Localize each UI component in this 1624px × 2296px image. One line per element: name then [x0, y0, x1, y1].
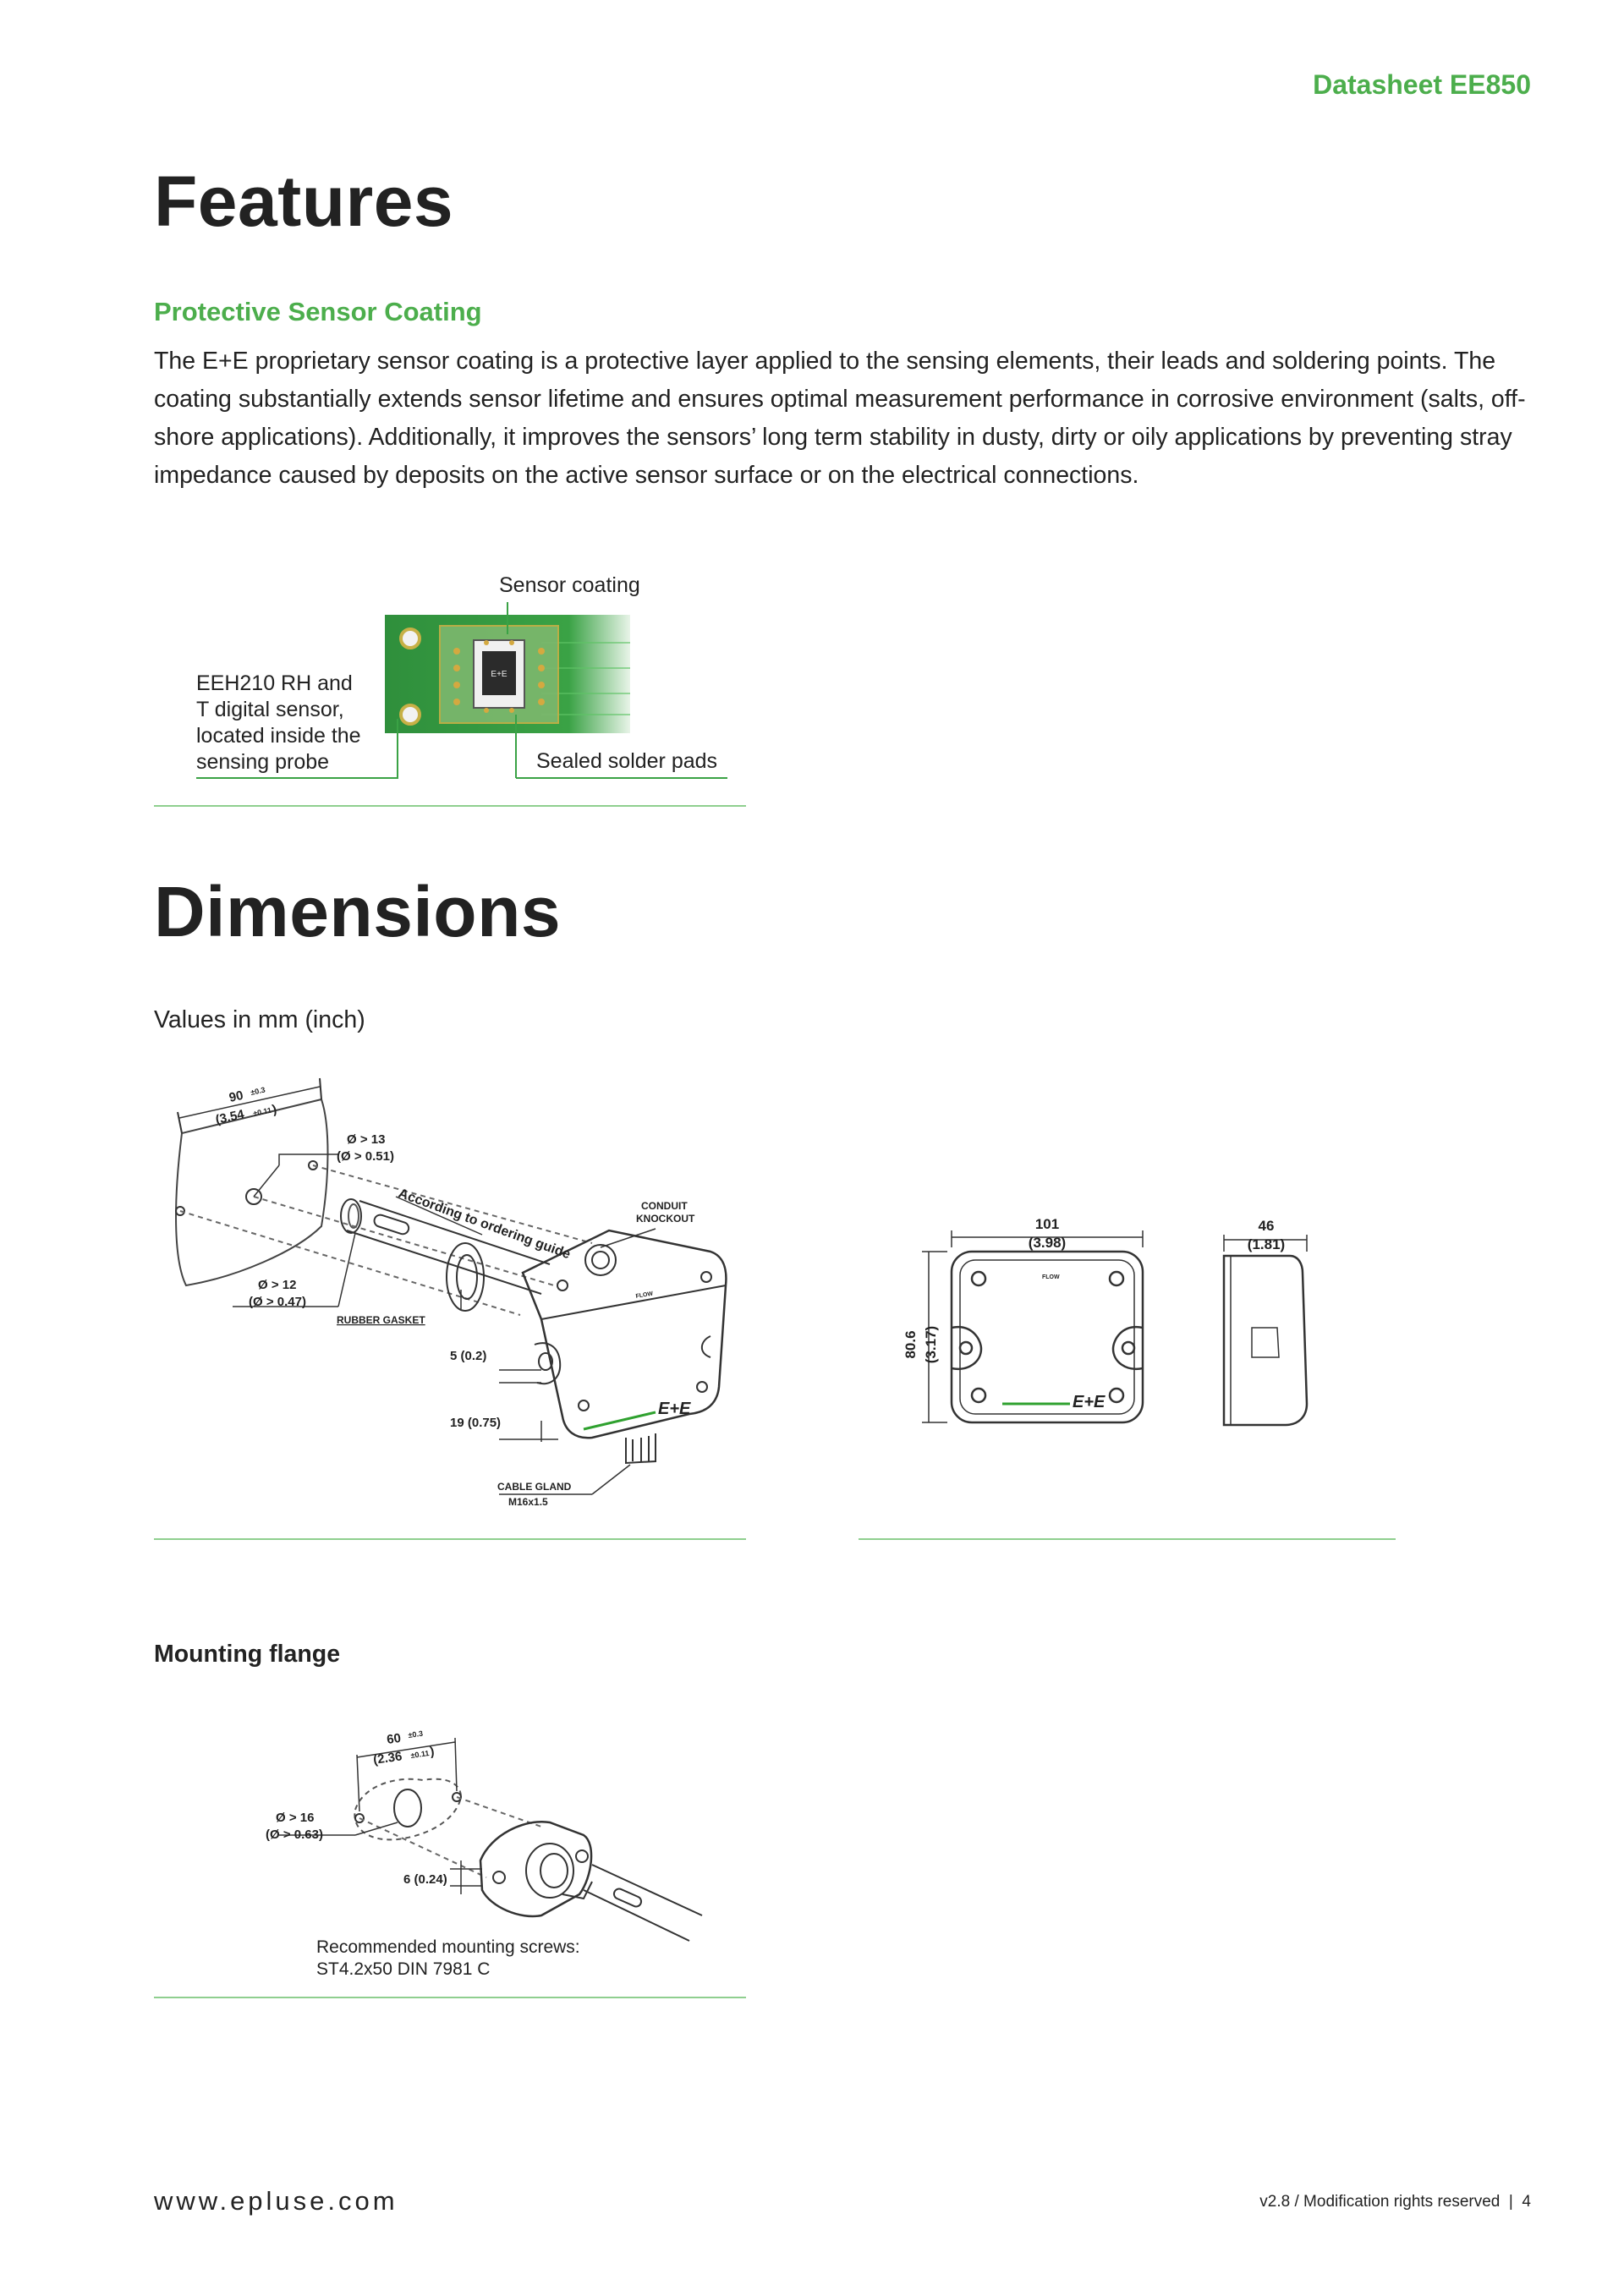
dim-front-width-mm: 101	[1034, 1216, 1060, 1232]
front-screw	[972, 1389, 985, 1402]
flange-probe-tube	[584, 1865, 702, 1941]
front-mount-hole	[1122, 1342, 1134, 1354]
label-sensor-line: located inside the	[196, 724, 361, 748]
dim-flange-hole-mm: Ø > 16	[276, 1811, 315, 1825]
dim-probe-mm: Ø > 12	[258, 1278, 297, 1292]
duct-wall-outline	[176, 1099, 327, 1285]
label-sensor-line: sensing probe	[196, 750, 330, 774]
footer-version: v2.8 / Modification rights reserved | 4	[1259, 2193, 1531, 2211]
dim-flange-spacing-in: (2.36	[372, 1749, 403, 1767]
gland-label-2: M16x1.5	[508, 1496, 548, 1508]
front-view-flow: FLOW	[1042, 1274, 1060, 1280]
front-screw	[1110, 1272, 1123, 1285]
front-screw	[1110, 1389, 1123, 1402]
side-profile-housing	[1224, 1256, 1307, 1425]
ordering-guide-note: According to ordering guide	[396, 1186, 573, 1263]
housing-screw	[557, 1280, 568, 1290]
front-view-drawing	[922, 1230, 1307, 1425]
front-screw	[972, 1272, 985, 1285]
dimensions-heading: Dimensions	[154, 872, 562, 951]
dim-width-in: (3.54	[214, 1107, 246, 1127]
conduit-label-2: KNOCKOUT	[636, 1213, 695, 1225]
dim-hole-mm: Ø > 13	[347, 1132, 386, 1147]
dim-5: 5 (0.2)	[450, 1349, 487, 1363]
features-heading: Features	[154, 162, 454, 241]
dim-hole-in: (Ø > 0.51)	[337, 1149, 394, 1164]
side-view-logo: E+E	[658, 1400, 691, 1418]
front-housing-inner	[960, 1260, 1134, 1414]
front-view-logo: E+E	[1073, 1393, 1106, 1411]
front-mount-notch	[1113, 1327, 1143, 1369]
mounting-flange-heading: Mounting flange	[154, 1641, 341, 1668]
divider	[154, 1538, 746, 1540]
gasket-label: RUBBER GASKET	[337, 1314, 425, 1326]
flange-center-hole	[394, 1789, 421, 1827]
dim-width-mm: 90	[228, 1088, 245, 1105]
flange-collar-inner	[540, 1854, 568, 1888]
conduit-knockout-inner	[592, 1252, 609, 1269]
flange-body-hole	[493, 1871, 505, 1883]
front-mount-notch	[952, 1327, 981, 1369]
dim-19: 19 (0.75)	[450, 1416, 502, 1430]
divider	[154, 1997, 746, 1998]
document-title: Datasheet EE850	[1313, 69, 1531, 100]
dim-probe-in: (Ø > 0.47)	[249, 1295, 306, 1309]
housing-screw	[579, 1400, 589, 1411]
screws-line: ST4.2x50 DIN 7981 C	[316, 1959, 491, 1979]
dim-flange-spacing-tol-mm: ±0.3	[407, 1729, 424, 1740]
conduit-label-1: CONDUIT	[641, 1200, 688, 1212]
dim-flange-spacing-mm: 60	[386, 1730, 403, 1747]
rubber-gasket-inner	[457, 1255, 477, 1299]
front-mount-hole	[960, 1342, 972, 1354]
label-sensor-line: T digital sensor,	[196, 698, 344, 721]
housing-accent-line	[584, 1412, 656, 1429]
dim-depth-mm: 46	[1258, 1218, 1275, 1234]
side-view-flow: FLOW	[635, 1290, 654, 1300]
flange-probe-slot	[612, 1888, 643, 1909]
housing-edge	[523, 1273, 726, 1319]
dim-flange-spacing-tol-in: ±0.11	[409, 1749, 431, 1760]
recommended-screws-note	[316, 1937, 580, 1981]
conduit-knockout	[585, 1245, 616, 1275]
side-profile-notch	[1252, 1328, 1279, 1357]
dim-flange-spacing-in-close: )	[429, 1744, 436, 1759]
housing-body	[523, 1230, 726, 1438]
divider	[859, 1538, 1396, 1540]
units-note: Values in mm (inch)	[154, 1006, 365, 1033]
label-solder-pads: Sealed solder pads	[536, 749, 718, 773]
rubber-gasket	[447, 1243, 484, 1311]
dim-width-in-close: )	[271, 1102, 278, 1117]
dim-front-width-in: (3.98)	[1028, 1235, 1067, 1251]
coating-subheading: Protective Sensor Coating	[154, 297, 482, 326]
flange-collar	[526, 1844, 573, 1898]
housing-screw	[701, 1272, 711, 1282]
side-notch	[702, 1336, 710, 1357]
housing-screw	[697, 1382, 707, 1392]
chip-logo: E+E	[491, 670, 508, 679]
probe-tip-inner	[348, 1204, 359, 1228]
mounting-flange-drawing	[279, 1738, 702, 1941]
flange-body	[480, 1822, 591, 1916]
dim-width-tol-mm: ±0.3	[250, 1085, 266, 1097]
label-sensor-line: EEH210 RH and	[196, 671, 353, 695]
dim-front-height-mm: 80.6	[903, 1330, 919, 1359]
label-sensor-coating: Sensor coating	[499, 573, 640, 597]
dim-flange-hole-in: (Ø > 0.63)	[266, 1827, 323, 1842]
coating-paragraph: The E+E proprietary sensor coating is a protective layer applied to the sensing elements, their leads and soldering points. The coating substantially extends sensor lifetime and ensures optimal measurement performance in corrosive environment (salts, off-shore applications). Additionally, it improves the sensors’ long term stability in dusty, dirty or oily applications by preventing stray impedance caused by deposits on the active sensor surface or on the electrical connections.	[154, 348, 1526, 489]
flange-body-hole	[576, 1850, 588, 1862]
dim-depth-in: (1.81)	[1247, 1236, 1286, 1252]
dim-width-tol-in: ±0.11	[252, 1105, 272, 1118]
gland-label-1: CABLE GLAND	[497, 1481, 572, 1493]
dim-front-height-in: (3.17)	[923, 1325, 939, 1364]
dim-flange-thickness: 6 (0.24)	[403, 1872, 447, 1887]
footer-website: www.epluse.com	[154, 2186, 398, 2216]
screws-line: Recommended mounting screws:	[316, 1937, 580, 1957]
